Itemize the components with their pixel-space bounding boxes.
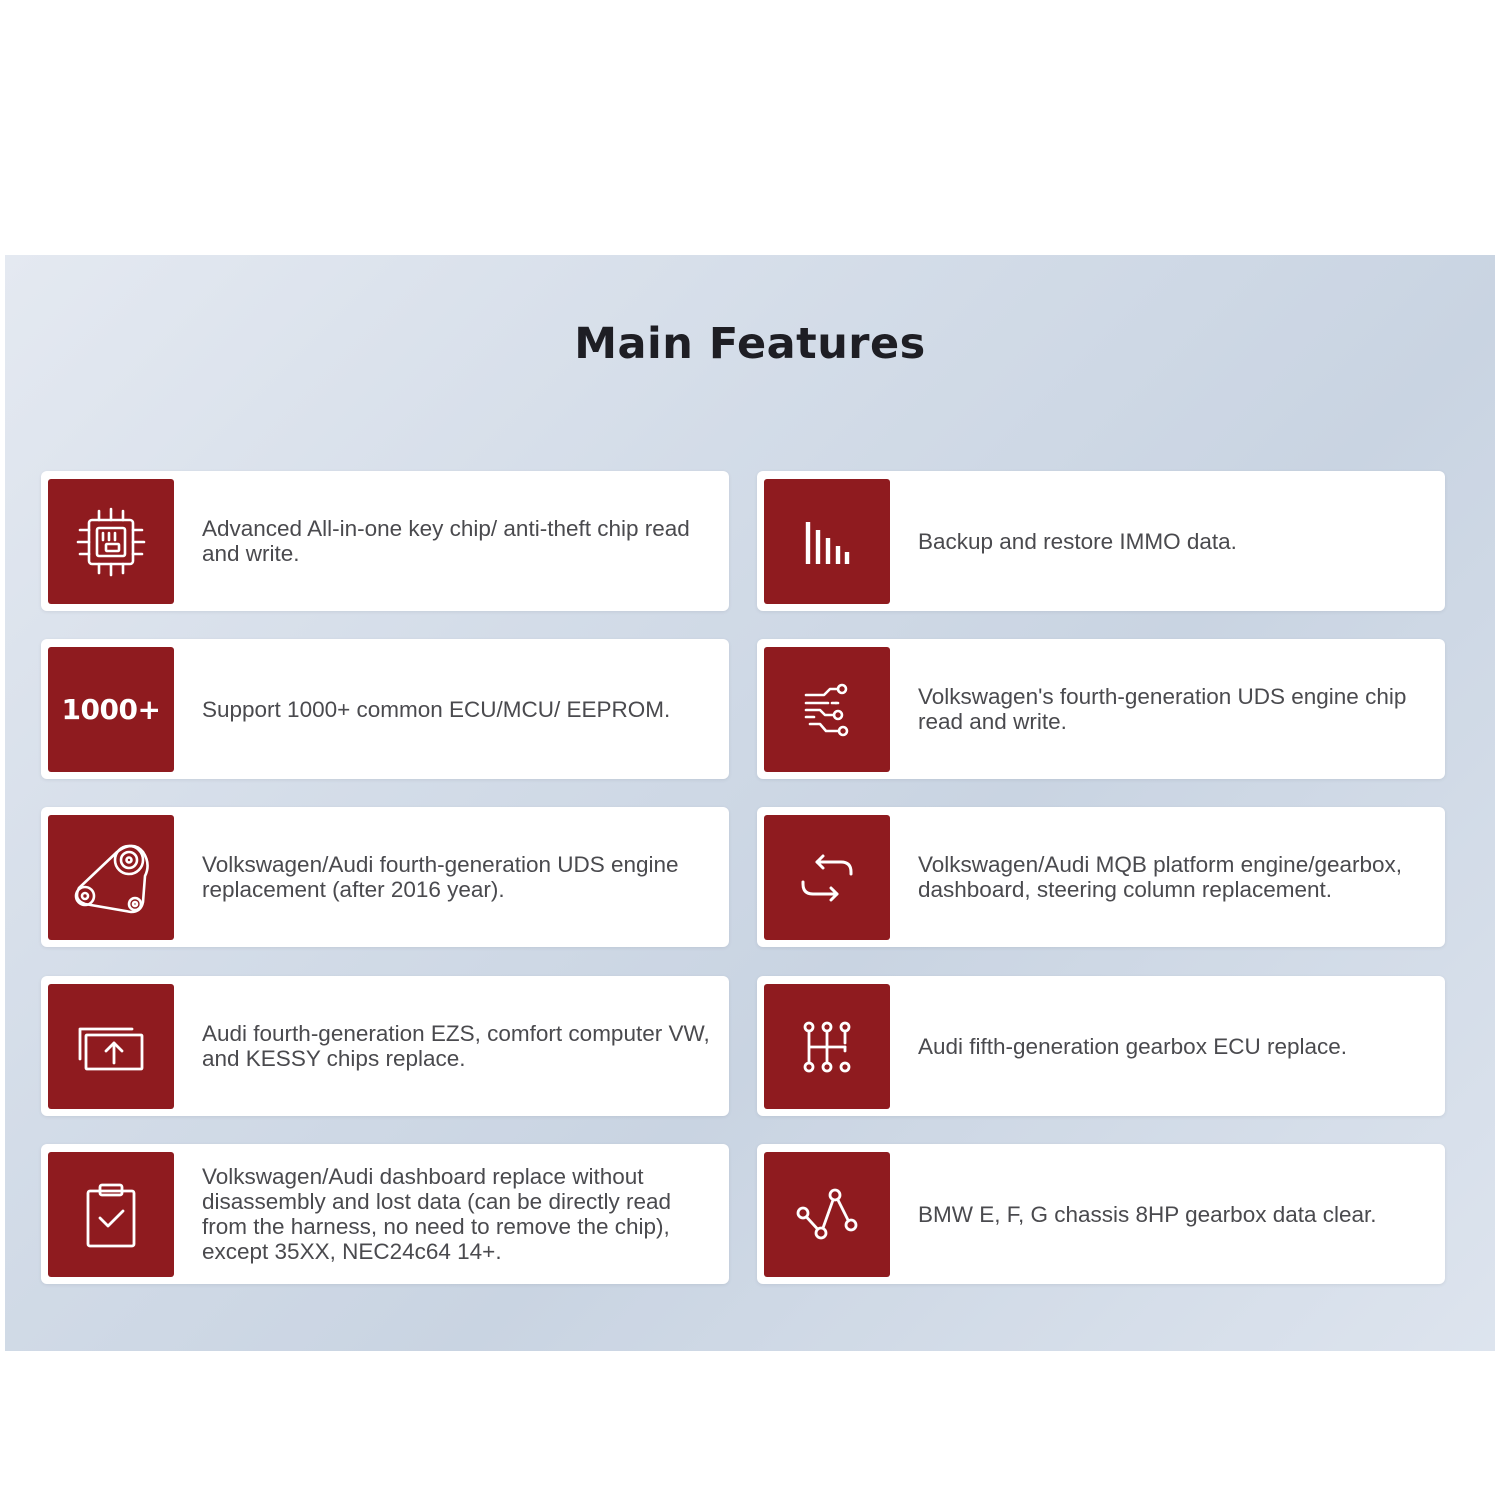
timing-belt-icon (48, 815, 174, 940)
feature-text: Volkswagen/Audi MQB platform engine/gearbox, dashboard, steering column replacement. (918, 852, 1403, 902)
feature-text: Support 1000+ common ECU/MCU/ EEPROM. (202, 696, 671, 722)
feature-text: Advanced All-in-one key chip/ anti-theft chip read and write. (202, 516, 690, 566)
feature-text: Volkswagen/Audi dashboard replace without disassembly and lost data (can be directly read from the harness, no need to remove the chip), except 35XX, NEC24c64 14+. (202, 1164, 671, 1264)
feature-text: BMW E, F, G chassis 8HP gearbox data clear. (918, 1201, 1377, 1227)
feature-card (41, 807, 729, 947)
circuit-icon (764, 647, 890, 772)
chip-icon (48, 479, 174, 604)
feature-card (757, 976, 1445, 1116)
feature-card (757, 1144, 1445, 1284)
bar-chart-icon (764, 479, 890, 604)
feature-card (757, 471, 1445, 611)
graph-nodes-icon (764, 1152, 890, 1277)
section-title: Main Features (574, 319, 926, 369)
feature-text: Audi fifth-generation gearbox ECU replace. (918, 1033, 1347, 1059)
feature-card (41, 976, 729, 1116)
swap-arrows-icon (764, 815, 890, 940)
gear-shift-icon (764, 984, 890, 1109)
feature-card (41, 471, 729, 611)
screen-upload-icon (48, 984, 174, 1109)
feature-card (757, 639, 1445, 779)
count-badge-label: 1000+ (61, 693, 161, 726)
feature-text: Backup and restore IMMO data. (918, 528, 1237, 554)
count-badge (48, 647, 174, 772)
feature-text: Volkswagen's fourth-generation UDS engine chip read and write. (918, 684, 1407, 734)
feature-text: Audi fourth-generation EZS, comfort computer VW, and KESSY chips replace. (202, 1021, 710, 1071)
feature-card (757, 807, 1445, 947)
main-features-panel (5, 255, 1495, 1351)
feature-text: Volkswagen/Audi fourth-generation UDS engine replacement (after 2016 year). (202, 852, 679, 902)
clipboard-check-icon (48, 1152, 174, 1277)
feature-card (41, 639, 729, 779)
feature-card (41, 1144, 729, 1284)
